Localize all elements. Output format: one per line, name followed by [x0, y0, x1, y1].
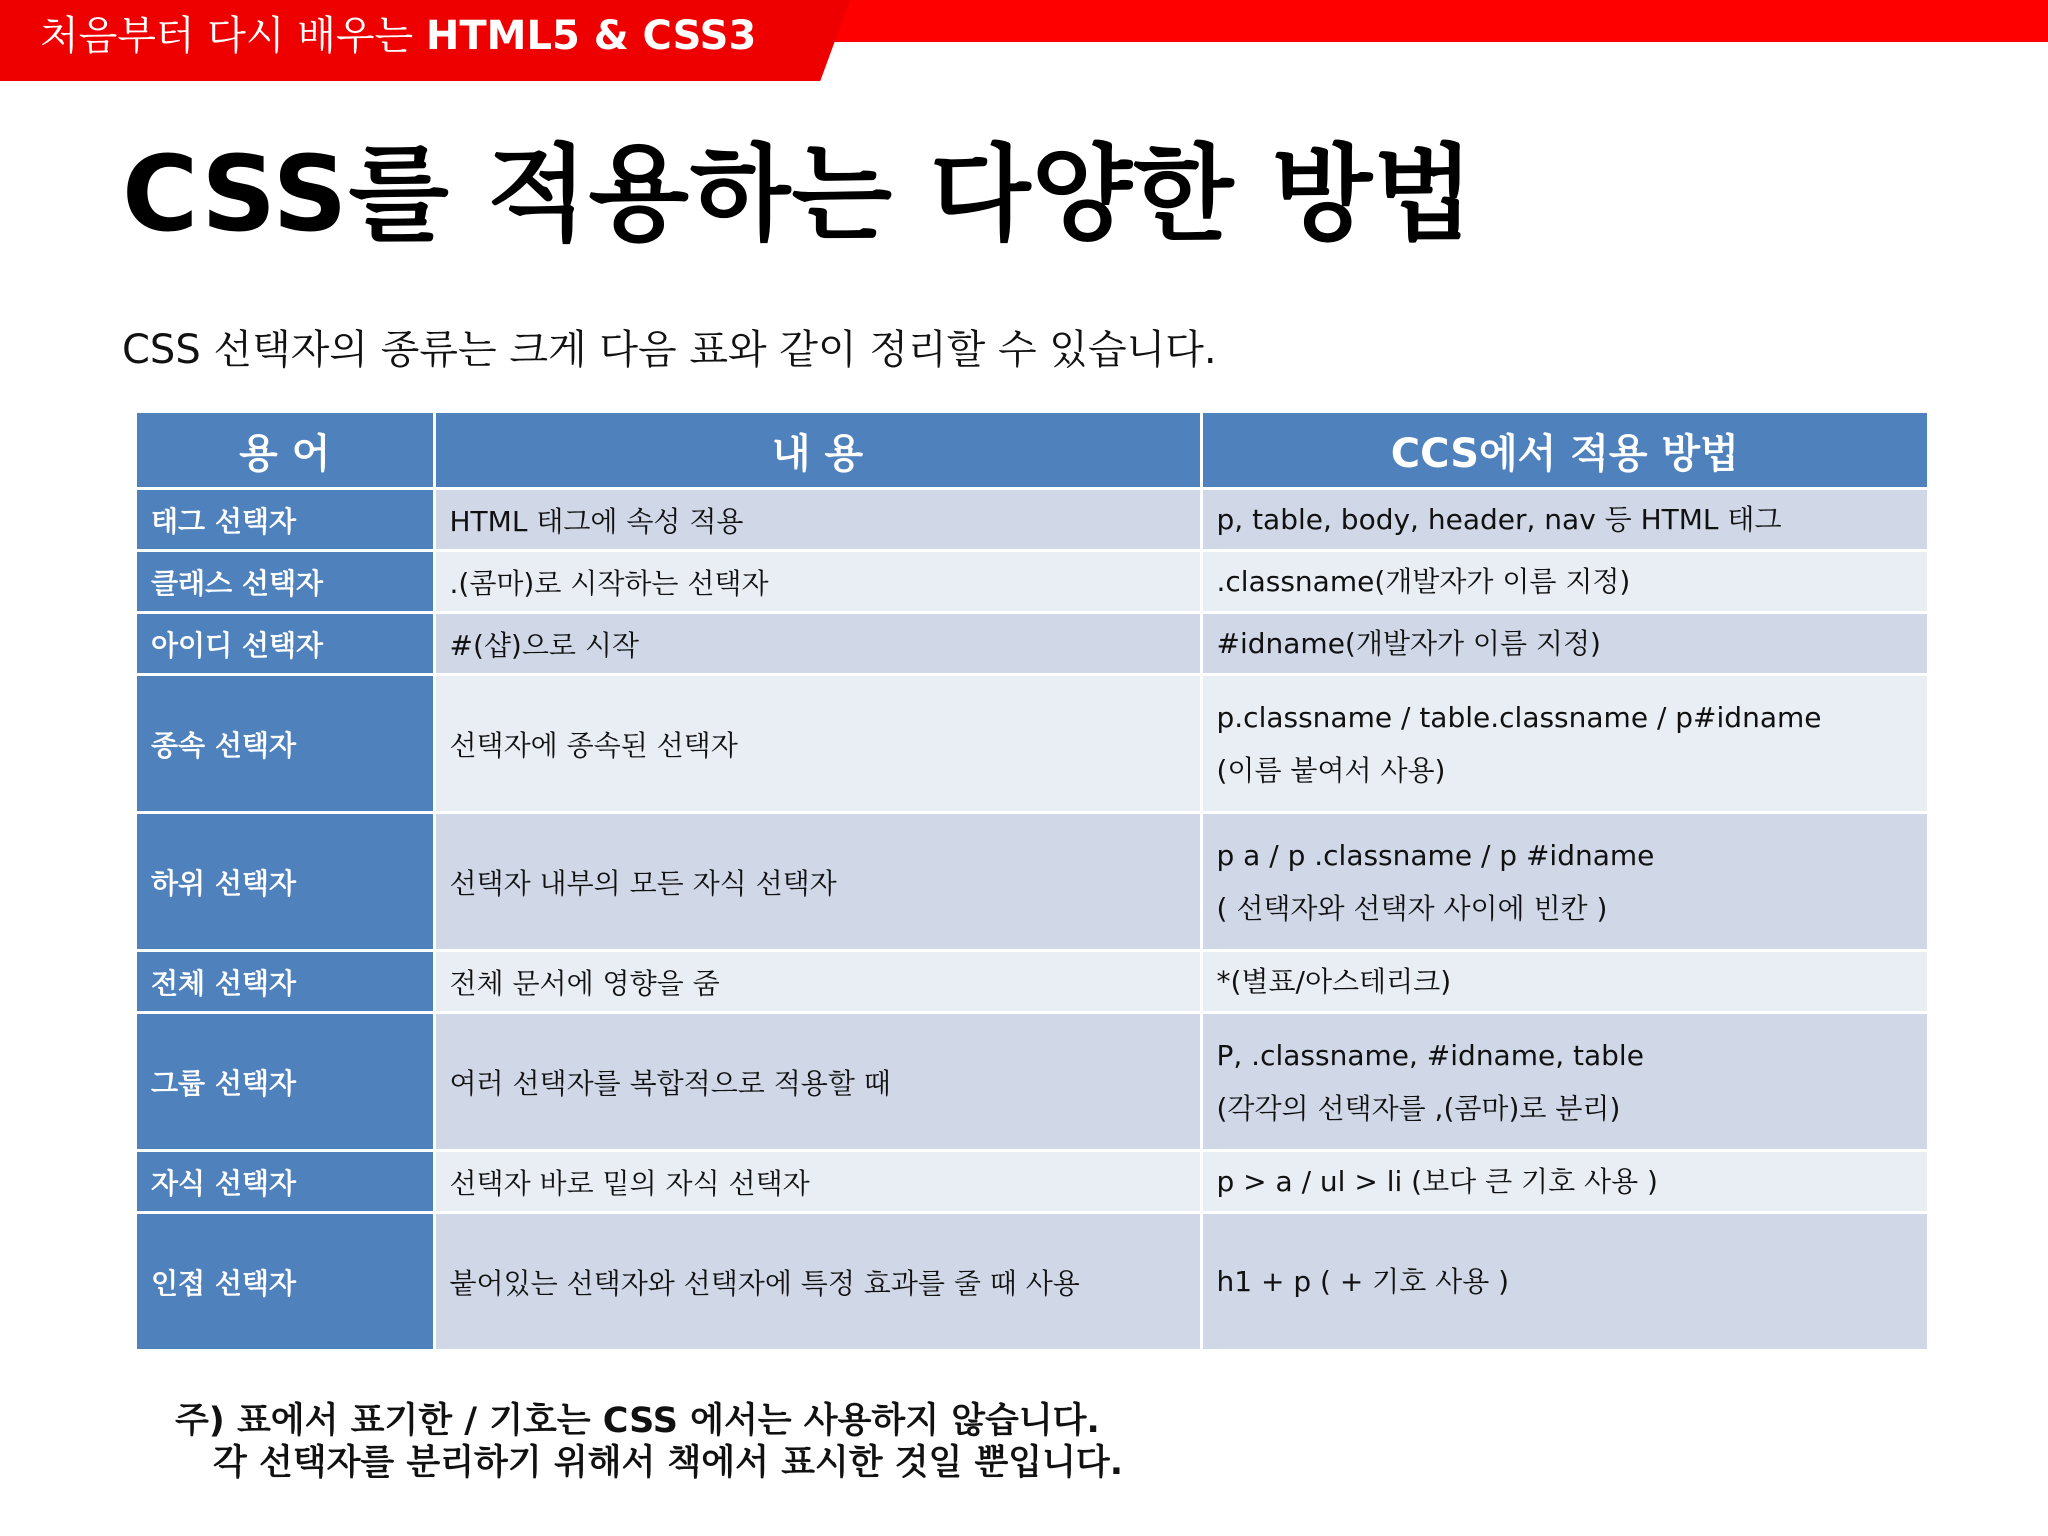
term-cell: 인접 선택자: [137, 1213, 434, 1351]
content-cell: HTML 태그에 속성 적용: [434, 489, 1201, 551]
table-row: [137, 551, 1927, 613]
term-cell: 종속 선택자: [137, 675, 434, 813]
table-row: [137, 1013, 1927, 1151]
footnote-line-2: 각 선택자를 분리하기 위해서 책에서 표시한 것일 뿐입니다.: [213, 1443, 1124, 1483]
term-cell: 자식 선택자: [137, 1151, 434, 1213]
content-cell: 붙어있는 선택자와 선택자에 특정 효과를 줄 때 사용: [434, 1213, 1201, 1351]
footnote-line-1: 주) 표에서 표기한 / 기호는 CSS 에서는 사용하지 않습니다.: [175, 1401, 1100, 1441]
intro-text: CSS 선택자의 종류는 크게 다음 표와 같이 정리할 수 있습니다.: [122, 327, 1217, 373]
usage-line: p > a / ul > li (보다 큰 기호 사용 ): [1216, 1165, 1658, 1198]
content-cell: 여러 선택자를 복합적으로 적용할 때: [434, 1013, 1201, 1151]
usage-line: *(별표/아스테리크): [1216, 965, 1452, 998]
book-title-banner: [40, 8, 756, 64]
usage-cell: [1201, 1213, 1927, 1351]
content-cell: #(샵)으로 시작: [434, 613, 1201, 675]
usage-line: p, table, body, header, nav 등 HTML 태그: [1216, 503, 1782, 536]
content-cell: 선택자 바로 밑의 자식 선택자: [434, 1151, 1201, 1213]
term-cell: 그룹 선택자: [137, 1013, 434, 1151]
usage-cell: [1201, 675, 1927, 813]
table-row: [137, 489, 1927, 551]
usage-cell: [1201, 551, 1927, 613]
term-cell: 전체 선택자: [137, 951, 434, 1013]
term-cell: 태그 선택자: [137, 489, 434, 551]
footnote: [175, 1400, 1123, 1484]
table-row: [137, 675, 1927, 813]
usage-line: (각각의 선택자를 ,(콤마)로 분리): [1216, 1091, 1621, 1125]
usage-line: #idname(개발자가 이름 지정): [1216, 627, 1601, 660]
term-cell: 아이디 선택자: [137, 613, 434, 675]
header-term: 용 어: [137, 413, 434, 489]
page-title: CSS를 적용하는 다양한 방법: [122, 133, 1475, 255]
table-row: [137, 613, 1927, 675]
usage-line: p.classname / table.classname / p#idname: [1216, 700, 1822, 734]
book-title-plain: 처음부터 다시 배우는: [40, 13, 426, 59]
table-header-row: [137, 413, 1927, 489]
usage-cell: [1201, 613, 1927, 675]
table-row: [137, 951, 1927, 1013]
usage-line: (이름 붙여서 사용): [1216, 753, 1446, 787]
usage-cell: [1201, 1151, 1927, 1213]
usage-line: p a / p .classname / p #idname: [1216, 838, 1655, 872]
usage-cell: [1201, 951, 1927, 1013]
table-row: [137, 813, 1927, 951]
table-row: [137, 1151, 1927, 1213]
content-cell: .(콤마)로 시작하는 선택자: [434, 551, 1201, 613]
content-cell: 선택자에 종속된 선택자: [434, 675, 1201, 813]
header-content: 내 용: [434, 413, 1201, 489]
term-cell: 클래스 선택자: [137, 551, 434, 613]
usage-cell: [1201, 489, 1927, 551]
table-row: [137, 1213, 1927, 1351]
book-title-bold: HTML5 & CSS3: [425, 13, 757, 59]
selector-table: [137, 413, 1927, 1352]
usage-line: .classname(개발자가 이름 지정): [1216, 565, 1631, 598]
usage-line: P, .classname, #idname, table: [1216, 1038, 1644, 1072]
term-cell: 하위 선택자: [137, 813, 434, 951]
usage-line: h1 + p ( + 기호 사용 ): [1216, 1265, 1510, 1298]
content-cell: 선택자 내부의 모든 자식 선택자: [434, 813, 1201, 951]
header-usage: CCS에서 적용 방법: [1201, 413, 1927, 489]
usage-line: ( 선택자와 선택자 사이에 빈칸 ): [1216, 891, 1608, 925]
content-cell: 전체 문서에 영향을 줌: [434, 951, 1201, 1013]
usage-cell: [1201, 1013, 1927, 1151]
usage-cell: [1201, 813, 1927, 951]
